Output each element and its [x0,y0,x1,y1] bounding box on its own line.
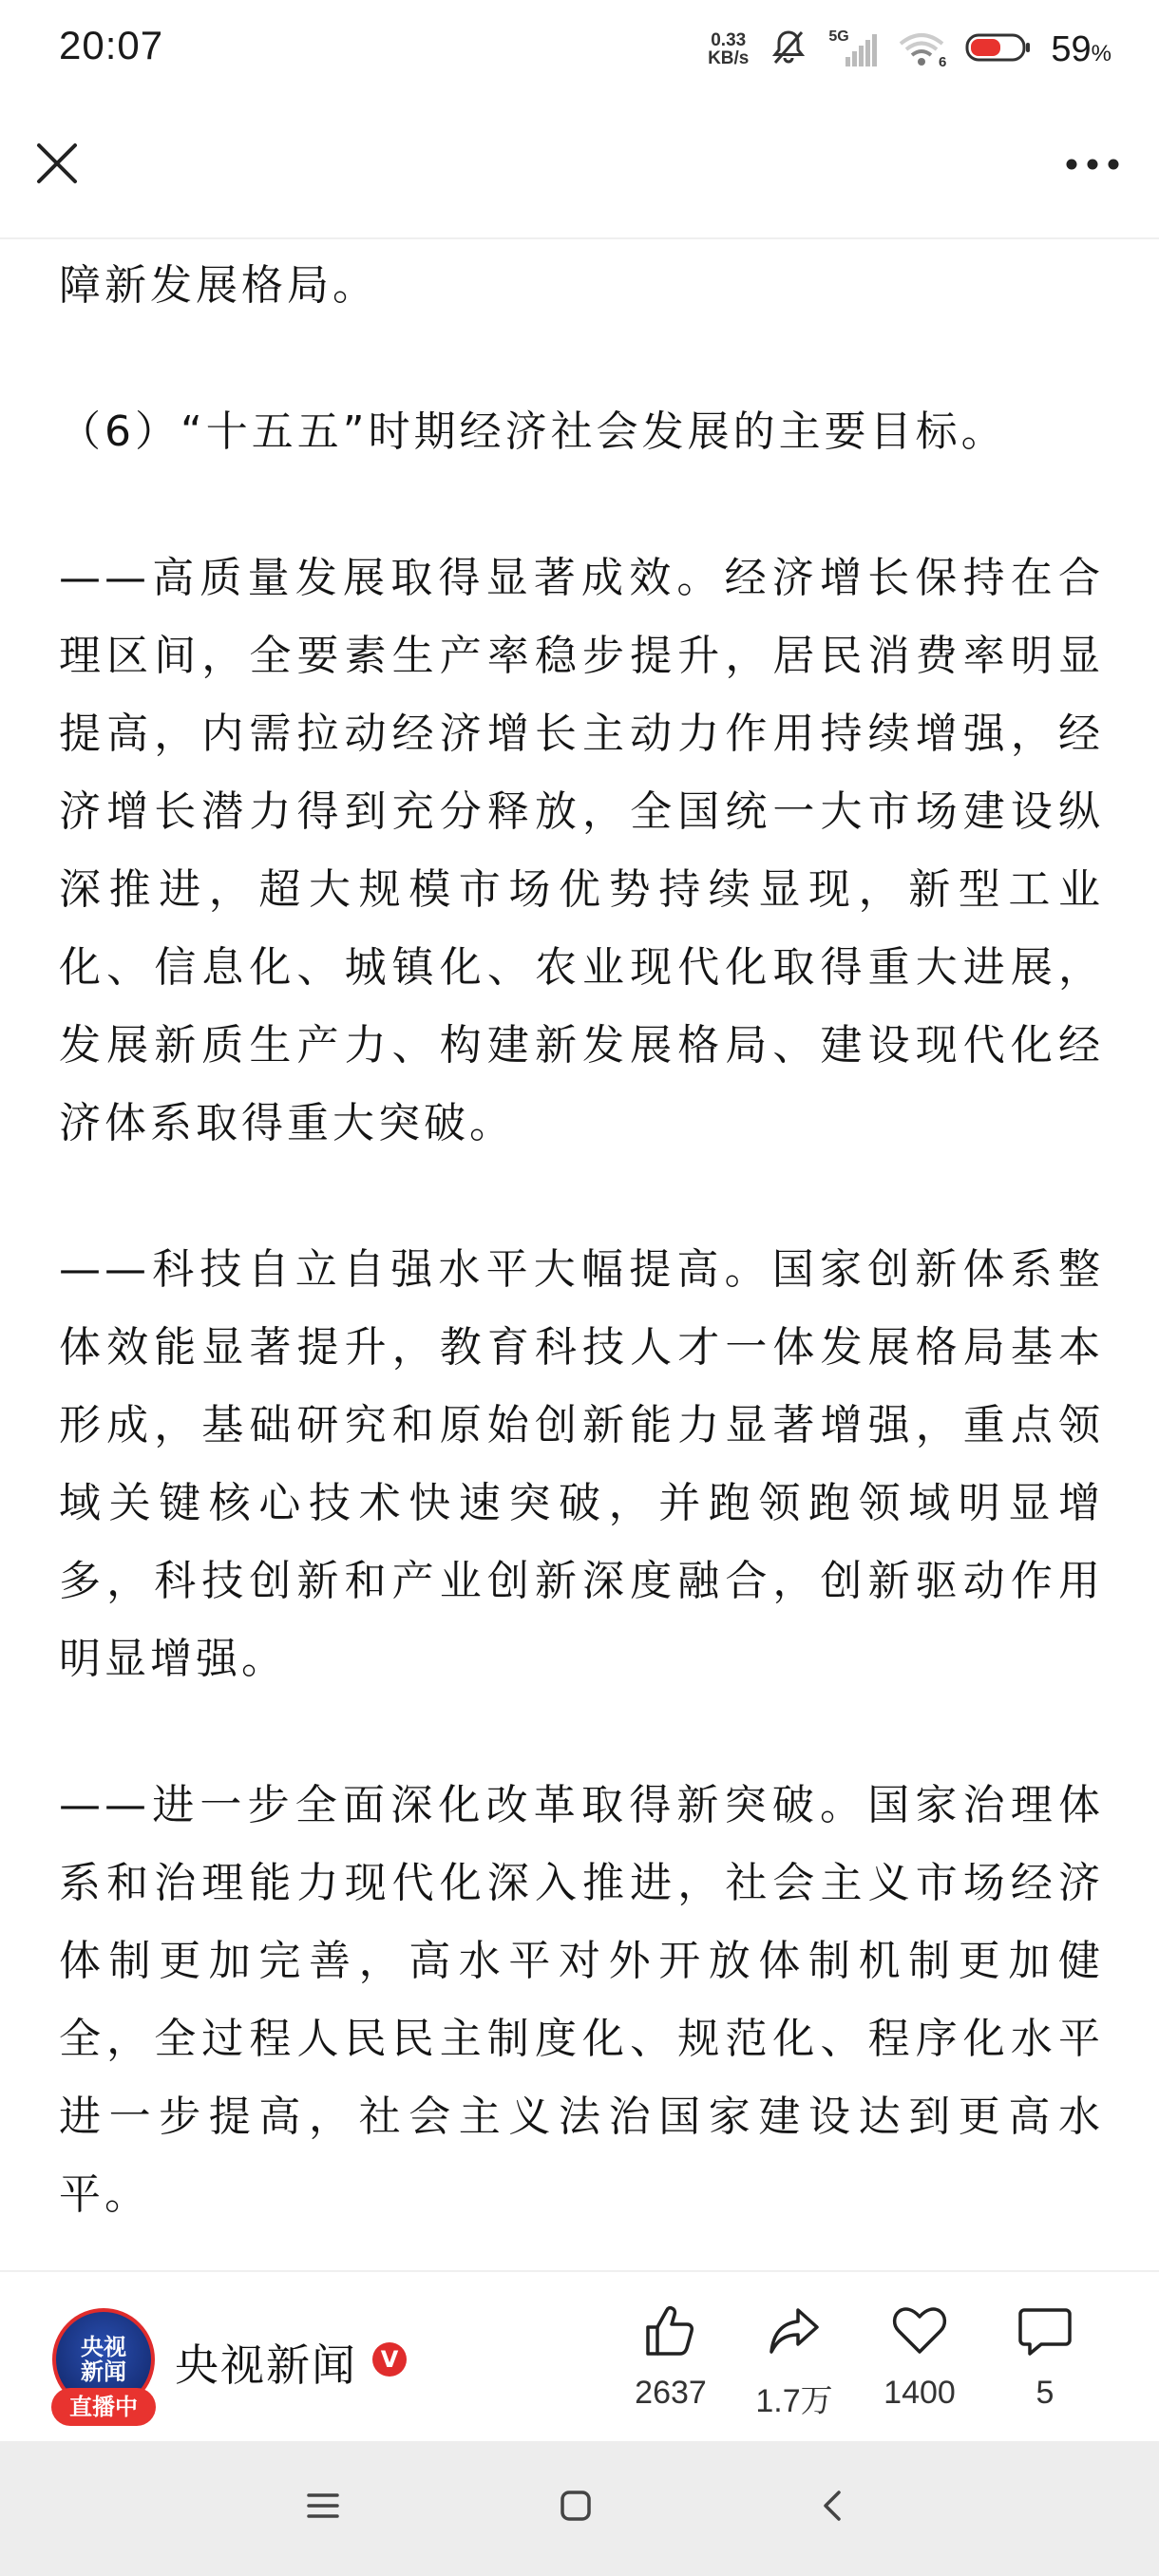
status-indicators [708,23,1112,76]
verified-badge: V [372,2342,407,2377]
like-count: 2637 [635,2375,707,2411]
recent-apps-button[interactable] [294,2479,352,2536]
more-options-button[interactable] [1054,137,1130,194]
top-nav [0,99,1159,239]
close-button[interactable] [28,137,86,194]
status-time: 20:07 [59,23,164,67]
more-dots-icon [1064,157,1121,175]
close-icon [35,142,79,189]
network-speed-unit: KB/s [708,48,750,68]
share-arrow-icon [764,2301,825,2361]
article-paragraph: ——科技自立自强水平大幅提高。国家创新体系整体效能显著提升，教育科技人才一体发展格局基本形成，基础研究和原始创新能力显著增强，重点领域关键核心技术快速突破，并跑领跑领域明显增多，科技创新和产业创新深度融合，创新驱动作用明显增强。 [59,1245,1104,1683]
share-button[interactable] [737,2301,851,2424]
home-button[interactable] [547,2479,604,2536]
back-button[interactable] [804,2479,861,2536]
favorite-count: 1400 [884,2375,956,2411]
article-body [59,239,1104,2270]
avatar-text [81,2335,126,2384]
article-paragraph: 障新发展格局。 [59,261,378,310]
article-paragraph: ——进一步全面深化改革取得新突破。国家治理体系和治理能力现代化深入推进，社会主义市场经济体制更加完善，高水平对外开放体制机制更加健全，全过程人民民主制度化、规范化、程序化水平进一步提高，社会主义法治国家建设达到更高水平。 [59,1781,1104,2219]
favorite-button[interactable] [863,2301,977,2424]
network-speed-value: 0.33 [711,30,747,50]
mute-bell-icon [768,27,809,72]
wifi-label: 6 [939,54,947,70]
avatar-text-line: 央视 [81,2334,126,2360]
battery-percent-value: 59 [1051,28,1092,69]
status-bar [0,0,1159,99]
network-speed [708,31,749,67]
back-chevron-icon [820,2489,845,2527]
menu-lines-icon [306,2491,340,2524]
channel-avatar-button[interactable] [48,2308,160,2420]
channel-name[interactable]: 央视新闻 [175,2339,357,2391]
home-square-icon [560,2490,592,2526]
comment-count: 5 [1036,2375,1054,2411]
network-type-label: 5G [828,28,849,45]
heart-icon [889,2301,950,2361]
article-paragraph: ——高质量发展取得显著成效。经济增长保持在合理区间，全要素生产率稳步提升，居民消费率明显提高，内需拉动经济增长主动力作用持续增强，经济增长潜力得到充分释放，全国统一大市场建设纵深推进，超大规模市场优势持续显现，新型工业化、信息化、城镇化、农业现代化取得重大进展，发展新质生产力、构建新发展格局、建设现代化经济体系取得重大突破。 [59,554,1104,1147]
system-nav-bar [0,2441,1159,2576]
live-badge: 直播中 [51,2388,156,2426]
article-paragraph: （6）“十五五”时期经济社会发展的主要目标。 [59,407,1007,456]
like-button[interactable] [614,2301,728,2424]
avatar-text-line: 新闻 [81,2358,126,2385]
comment-bubble-icon [1015,2301,1075,2361]
battery-icon [965,31,1032,67]
bottom-action-bar [0,2270,1159,2443]
wifi-icon [897,28,946,70]
comment-button[interactable] [988,2301,1102,2424]
share-count: 1.7万 [755,2383,833,2419]
battery-percent-unit: % [1091,40,1112,66]
thumbs-up-icon [640,2301,701,2361]
cellular-signal-icon [828,28,878,70]
battery-percent [1051,29,1112,70]
